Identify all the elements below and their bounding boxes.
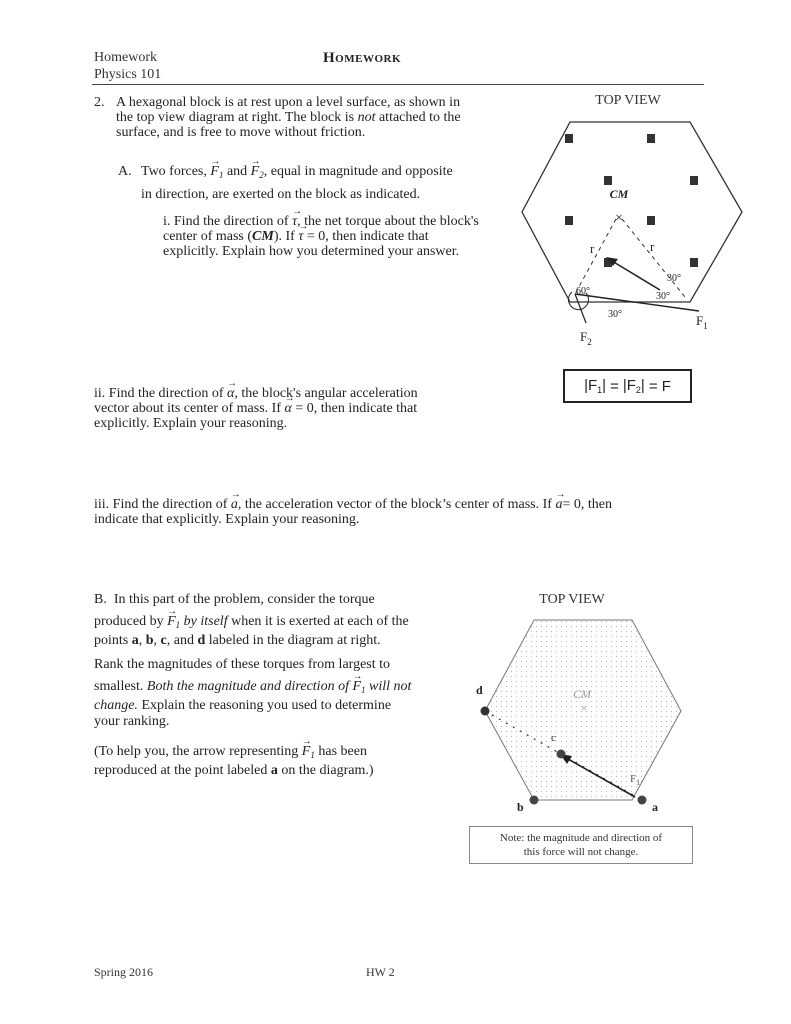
intro-line-3: surface, and is free to move without friction. <box>116 125 366 140</box>
alpha-symbol: → α <box>227 386 234 401</box>
part-a-text <box>141 164 501 202</box>
tau-symbol: → τ <box>292 214 297 229</box>
part-a-line-2: in direction, are exerted on the block as indicated. <box>141 187 421 202</box>
box-equals: = <box>610 377 619 395</box>
diagram-2-title: TOP VIEW <box>539 592 605 607</box>
header-homework: Homework <box>94 50 157 65</box>
part-a-i-line-2: center of mass (CM). If → τ = 0, then indicate that <box>163 229 508 244</box>
part-b-line-9: reproduced at the point labeled a on the diagram.) <box>94 763 374 778</box>
radius-line-left <box>575 219 616 294</box>
part-a-i-line-3: explicitly. Explain how you determined your answer. <box>163 244 460 259</box>
part-b-text <box>94 592 459 779</box>
point-d-marker <box>481 707 490 716</box>
emphasis-not: not <box>357 110 376 125</box>
part-a-ii <box>94 386 494 431</box>
f2-force-arrow <box>575 294 586 323</box>
f1-force-arrow <box>612 261 660 290</box>
footer-term: Spring 2016 <box>94 965 154 979</box>
f1-label: $F_1$ <box>696 313 708 331</box>
part-a-line-1: Two forces, → $F_1$ and → $F_2$, equal in magnitude and opposite <box>141 164 501 183</box>
top-view-diagram-2 <box>470 580 720 825</box>
cm-label: CM <box>609 187 629 201</box>
part-a-ii-line-2: vector about its center of mass. If → α = 0, then indicate that <box>94 401 494 416</box>
radius-label-right: r <box>650 239 655 254</box>
point-c-marker <box>557 750 566 759</box>
diagram-1-title: TOP VIEW <box>595 93 661 108</box>
part-a-iii-line-2: indicate that explicitly. Explain your reasoning. <box>94 512 360 527</box>
svg-text:30°: 30° <box>667 273 681 284</box>
intro-line-2: the top view diagram at right. The block is not attached to the <box>116 110 461 125</box>
surface-markers <box>565 134 698 267</box>
svg-text:30°: 30° <box>608 309 622 320</box>
point-b-marker <box>530 796 539 805</box>
part-a-ii-line-3: explicitly. Explain your reasoning. <box>94 416 288 431</box>
question-number: 2. <box>94 95 105 110</box>
hexagon-block <box>522 122 742 302</box>
part-b-line-1: B. In this part of the problem, consider the torque <box>94 592 375 607</box>
point-a-marker <box>638 796 647 805</box>
f2-label: $F_2$ <box>580 329 592 347</box>
part-a-iii-line-1: iii. Find the direction of → a, the acceleration vector of the block’s center of mass. If → a= 0, then <box>94 497 714 512</box>
f2-symbol: → $F_2$ <box>251 164 264 183</box>
f1-symbol: → $F_1$ <box>210 164 223 183</box>
box-f2: $|F_2|$ <box>622 377 645 395</box>
note-line-2: this force will not change. <box>523 846 639 858</box>
point-b-label: b <box>517 800 524 814</box>
intro-line-1: A hexagonal block is at rest upon a level surface, as shown in <box>116 95 461 110</box>
f1-label-2: $F_1$ <box>630 773 641 787</box>
force-equality-box <box>563 369 692 403</box>
box-f1: $|F_1|$ <box>584 377 607 395</box>
part-b-line-7: your ranking. <box>94 714 170 729</box>
part-b-line-4: Rank the magnitudes of these torques from largest to <box>94 657 391 672</box>
note-line-1: Note: the magnitude and direction of <box>499 832 663 844</box>
point-a-label: a <box>652 800 658 814</box>
point-d-label: d <box>476 683 483 697</box>
part-b-line-5: smallest. Both the magnitude and direction of → $F_1$ will not <box>94 679 459 698</box>
top-view-diagram-1 <box>520 85 750 360</box>
acceleration-symbol: → a <box>231 497 238 512</box>
part-a-ii-line-1: ii. Find the direction of → α, the block's angular acceleration <box>94 386 494 401</box>
box-result: = F <box>648 377 671 395</box>
part-b-line-6: change. Explain the reasoning you used to determine <box>94 698 392 713</box>
part-a-label: A. <box>118 164 132 179</box>
radius-label-left: r <box>590 241 595 256</box>
cm-marker: × <box>615 211 623 226</box>
part-b-line-8: (To help you, the arrow representing → $F_1$ has been <box>94 744 459 763</box>
part-a-iii <box>94 497 714 527</box>
point-c-label: c <box>551 732 556 744</box>
part-a-i <box>163 214 508 259</box>
question-intro <box>116 95 516 140</box>
page-title: Homework <box>323 50 401 66</box>
part-b-line-2: produced by → $F_1$ by itself when it is exerted at each of the <box>94 614 459 633</box>
footer-page: HW 2 <box>366 965 395 979</box>
header-course: Physics 101 <box>94 67 162 82</box>
part-b-line-3: points a, b, c, and d labeled in the diagram at right. <box>94 633 381 648</box>
part-a-i-line-1: i. Find the direction of → τ, the net torque about the block's <box>163 214 508 229</box>
svg-text:60°: 60° <box>576 286 590 297</box>
cm-marker-2: × <box>580 701 588 715</box>
course-header <box>94 49 161 83</box>
svg-text:30°: 30° <box>656 291 670 302</box>
cm-label-2: CM <box>573 687 591 701</box>
note-box <box>469 826 693 864</box>
